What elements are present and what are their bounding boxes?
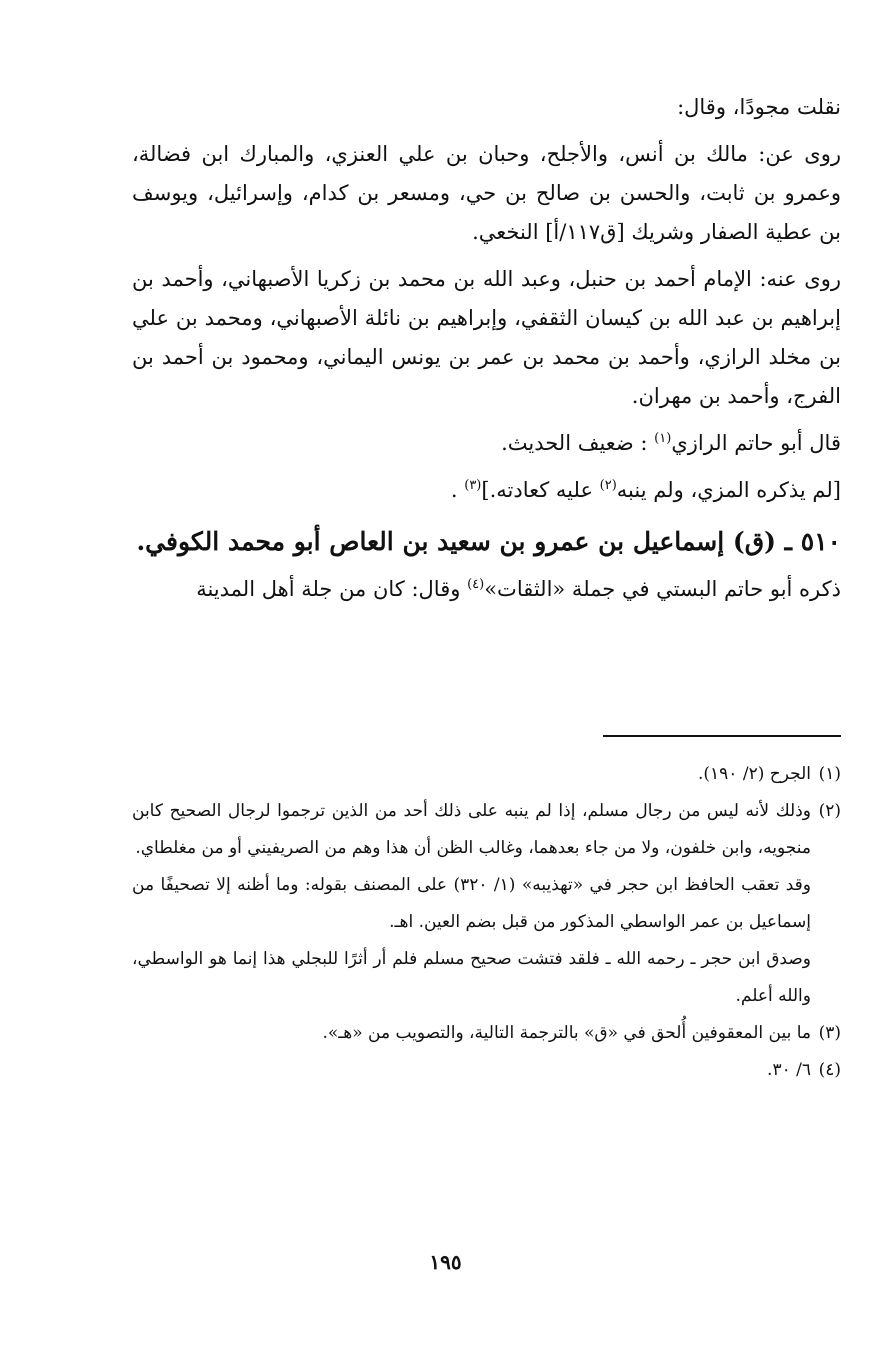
entry-heading-510: ٥١٠ ـ (ق) إسماعيل بن عمرو بن سعيد بن العاص أبو محمد الكوفي. [136, 527, 841, 556]
footnote-ref-4: (٤) [467, 577, 485, 592]
bisti-text: ذكره أبو حاتم البستي في جملة «الثقات» [484, 577, 841, 601]
footnotes [132, 756, 841, 1089]
footnote-2-continuation: وصدق ابن حجر ـ رحمه الله ـ فلقد فتشت صحيح مسلم فلم أر أثرًا للبجلي هذا إنما هو الواسطي، والله أعلم. [132, 949, 811, 1006]
footnote-ref-1: (١) [654, 431, 672, 446]
bisti-rest: وقال: كان من جلة أهل المدينة [196, 577, 468, 601]
mizzi-text-2: عليه كعادته.] [481, 478, 600, 502]
footnote-3 [132, 1015, 841, 1052]
abu-hatim-rest: : ضعيف الحديث. [501, 431, 655, 455]
footnote-4 [132, 1052, 841, 1089]
paragraph-bisti [132, 570, 841, 609]
paragraph-mizzi-note [132, 471, 841, 510]
paragraph-intro: نقلت مجودًا، وقال: [677, 95, 841, 119]
paragraph-abu-hatim [132, 424, 841, 463]
footnote-text: وذلك لأنه ليس من رجال مسلم، إذا لم ينبه على ذلك أحد من الذين ترجموا لرجال الصحيح كابن منجويه، وابن خلفون، ولا من جاء بعدهما، وغالب الظن أن هذا وهم من الصريفيني أو من مغلطاي. [132, 801, 811, 858]
mizzi-text-1: [لم يذكره المزي، ولم ينبه [616, 478, 841, 502]
footnote-number: (٣) [818, 1023, 841, 1043]
abu-hatim-text: قال أبو حاتم الرازي [671, 431, 841, 455]
footnote-2 [132, 793, 841, 867]
mizzi-tail: . [450, 478, 465, 502]
footnote-number: (٢) [818, 801, 841, 821]
page-number: ١٩٥ [429, 1250, 462, 1274]
footnote-number: (١) [818, 764, 841, 784]
footnote-ref-2: (٢) [599, 478, 617, 493]
footnote-1 [132, 756, 841, 793]
main-text [132, 88, 841, 617]
footnote-text: ٦/ ٣٠. [767, 1060, 811, 1080]
footnote-separator [603, 735, 841, 737]
paragraph-narrated-by: روى عنه: الإمام أحمد بن حنبل، وعبد الله بن محمد بن زكريا الأصبهاني، وأحمد بن إبراهيم بن عبد الله بن كيسان الثقفي، وإبراهيم بن نائلة الأصبهاني، ومحمد بن علي بن مخلد الرازي، وأحمد بن محمد بن عمر بن يونس اليماني، ومحمود بن أحمد بن الفرج، وأحمد بن مهران. [132, 267, 841, 408]
paragraph-narrated-from: روى عن: مالك بن أنس، والأجلح، وحبان بن علي العنزي، والمبارك ابن فضالة، وعمرو بن ثابت، والحسن بن صالح بن حي، ومسعر بن كدام، وإسرائيل، ويوسف بن عطية الصفار وشريك [ق١١٧/أ] النخعي. [132, 142, 841, 244]
footnote-number: (٤) [818, 1060, 841, 1080]
footnote-text: الجرح (٢/ ١٩٠). [697, 764, 811, 784]
footnote-ref-3: (٣) [464, 478, 482, 493]
footnote-text: ما بين المعقوفين أُلحق في «ق» بالترجمة التالية، والتصويب من «هـ». [322, 1023, 811, 1043]
footnote-2-continuation: وقد تعقب الحافظ ابن حجر في «تهذيبه» (١/ ٣٢٠) على المصنف بقوله: وما أظنه إلا تصحيفًا من إسماعيل بن عمر الواسطي المذكور من قبل بضم العين. اهـ. [132, 875, 811, 932]
